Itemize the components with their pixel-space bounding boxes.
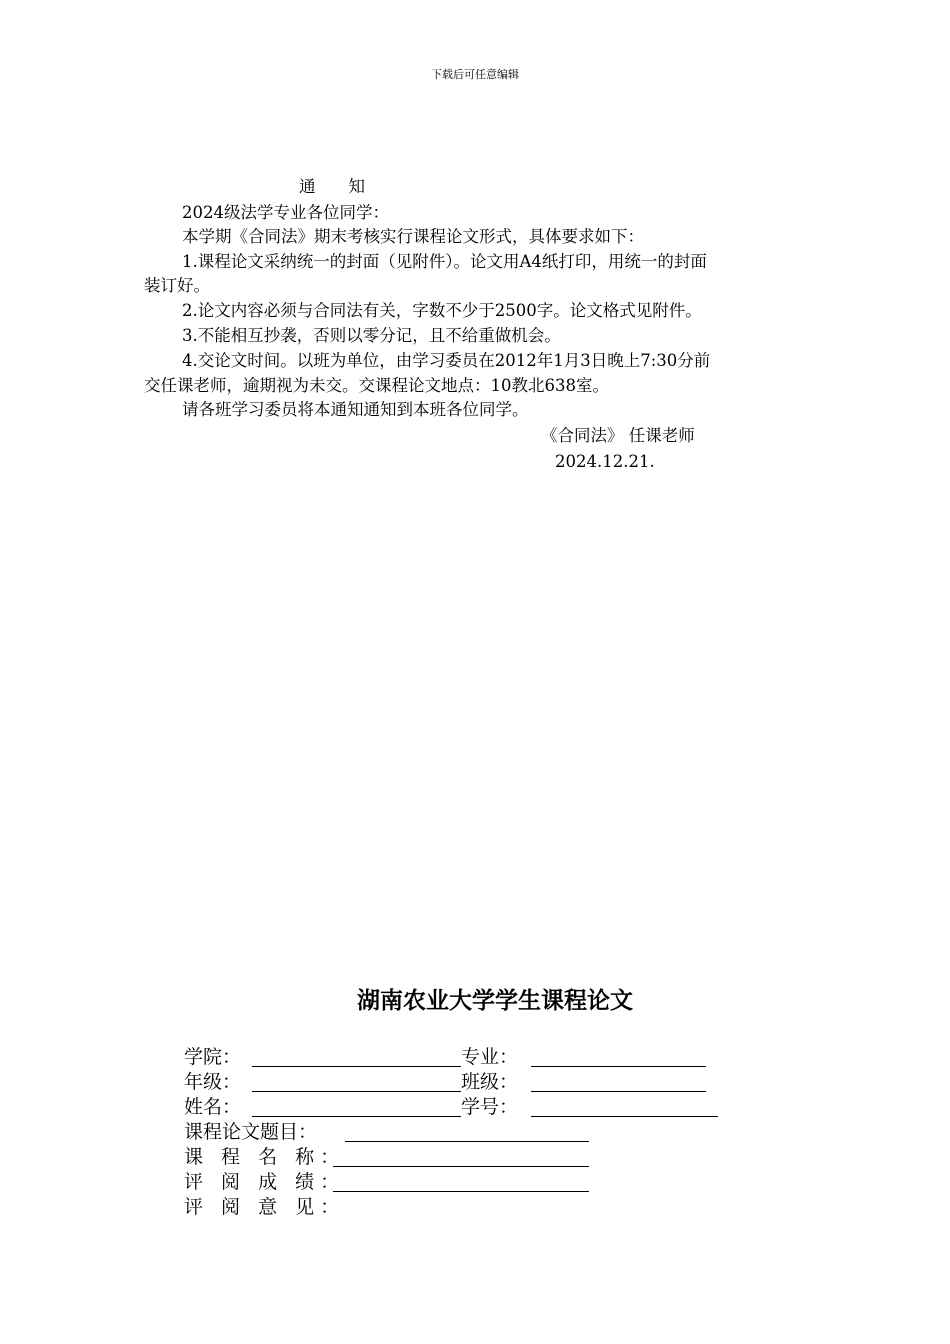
notice-item-4: 4.交论文时间。以班为单位，由学习委员在2012年1月3日晚上7:30分前: [182, 351, 711, 370]
student-id-blank[interactable]: [531, 1116, 718, 1117]
notice-salutation: 2024级法学专业各位同学：: [182, 203, 389, 222]
comments-label: 评 阅 意 见：: [184, 1196, 346, 1218]
notice-item-4-cont: 交任课老师，逾期视为未交。交课程论文地点：10教北638室。: [144, 376, 609, 395]
major-blank[interactable]: [531, 1066, 706, 1067]
notice-signature: 《合同法》 任课老师: [541, 426, 695, 445]
course-name-label: 课 程 名 称：: [184, 1146, 346, 1168]
college-blank[interactable]: [252, 1066, 461, 1067]
major-label: 专业：: [461, 1046, 519, 1068]
grade-blank[interactable]: [252, 1091, 461, 1092]
grade-label: 年级：: [184, 1071, 242, 1093]
notice-closing: 请各班学习委员将本通知通知到本班各位同学。: [182, 400, 529, 419]
class-blank[interactable]: [531, 1091, 706, 1092]
notice-item-1: 1.课程论文采纳统一的封面（见附件）。论文用A4纸打印，用统一的封面: [182, 252, 707, 271]
class-label: 班级：: [461, 1071, 519, 1093]
notice-intro: 本学期《合同法》期末考核实行课程论文形式，具体要求如下：: [182, 227, 644, 246]
notice-item-1-cont: 装订好。: [144, 276, 210, 295]
topic-label: 课程论文题目：: [184, 1121, 318, 1143]
name-label: 姓名：: [184, 1096, 242, 1118]
college-label: 学院：: [184, 1046, 242, 1068]
student-id-label: 学号：: [461, 1096, 519, 1118]
score-label: 评 阅 成 绩：: [184, 1171, 346, 1193]
notice-title: 通 知: [299, 177, 365, 196]
notice-item-3: 3.不能相互抄袭，否则以零分记，且不给重做机会。: [182, 326, 561, 345]
page-header-note: 下载后可任意编辑: [431, 68, 519, 81]
topic-blank[interactable]: [345, 1141, 589, 1142]
notice-date: 2024.12.21.: [555, 452, 655, 471]
name-blank[interactable]: [252, 1116, 461, 1117]
score-blank[interactable]: [333, 1191, 589, 1192]
notice-item-2: 2.论文内容必须与合同法有关，字数不少于2500字。论文格式见附件。: [182, 301, 702, 320]
course-name-blank[interactable]: [333, 1166, 589, 1167]
cover-title: 湖南农业大学学生课程论文: [357, 988, 633, 1014]
